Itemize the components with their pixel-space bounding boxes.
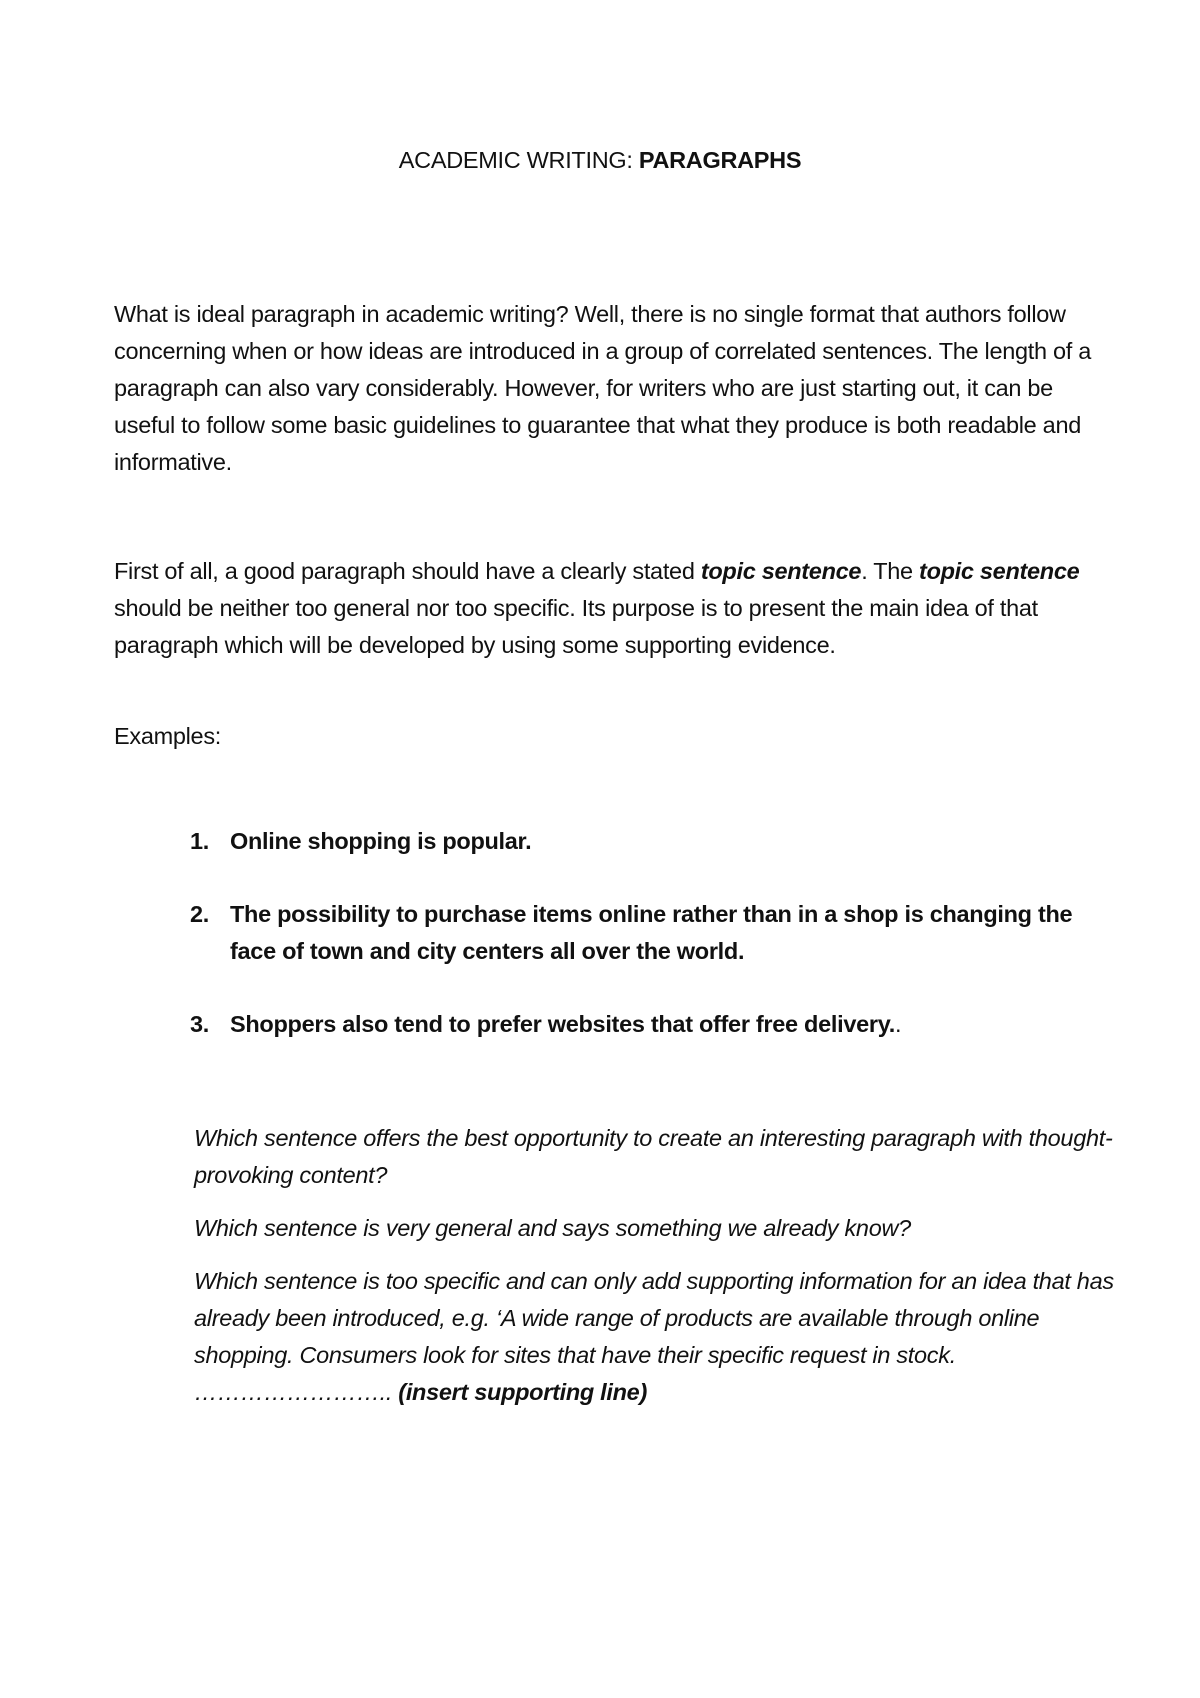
question-2: Which sentence is very general and says something we already know? <box>194 1215 911 1241</box>
example-item-3 <box>190 1006 1110 1043</box>
example-text: Online shopping is popular. <box>230 828 532 854</box>
example-number: 1. <box>190 828 209 854</box>
topic-text-mid: . The <box>861 558 920 584</box>
intro-paragraph: What is ideal paragraph in academic writing? Well, there is no single format that authors follow concerning when or how ideas are introduced in a group of correlated sentences. The length of a paragraph can also vary considerably. However, for writers who are just starting out, it can be useful to follow some basic guidelines to guarantee that what they produce is both readable and informative. <box>114 301 1091 475</box>
example-trailing-period: . <box>894 1011 902 1037</box>
example-item-1 <box>190 823 1110 860</box>
insert-supporting-line: (insert supporting line) <box>398 1379 647 1405</box>
document-title <box>0 142 1200 179</box>
topic-term-2: topic sentence <box>919 558 1080 584</box>
example-number: 3. <box>190 1011 209 1037</box>
question-1: Which sentence offers the best opportunity to create an interesting paragraph with thought-provoking content? <box>194 1125 1113 1188</box>
examples-label: Examples: <box>114 723 222 749</box>
topic-text-post: should be neither too general nor too specific. Its purpose is to present the main idea of that paragraph which will be developed by using some supporting evidence. <box>114 595 1038 658</box>
topic-text-pre: First of all, a good paragraph should have a clearly stated <box>114 558 701 584</box>
topic-term-1: topic sentence <box>700 558 862 584</box>
example-text: Shoppers also tend to prefer websites that offer free delivery. <box>230 1011 895 1037</box>
topic-sentence-paragraph <box>114 553 1104 664</box>
examples-list <box>190 823 1110 1043</box>
title-regular: ACADEMIC WRITING: <box>398 147 639 173</box>
question-3 <box>194 1263 1114 1411</box>
example-number: 2. <box>190 901 209 927</box>
example-text: The possibility to purchase items online rather than in a shop is changing the face of town and city centers all over the world. <box>230 901 1073 964</box>
question-3-text: Which sentence is too specific and can only add supporting information for an idea that has already been introduced, e.g. ‘A wide range of products are available through online shopping. Consumers look for sites that have their specific request in stock. …………………….. <box>194 1268 1114 1405</box>
questions-block <box>194 1120 1114 1427</box>
example-item-2 <box>190 896 1110 970</box>
title-bold: PARAGRAPHS <box>638 147 802 173</box>
